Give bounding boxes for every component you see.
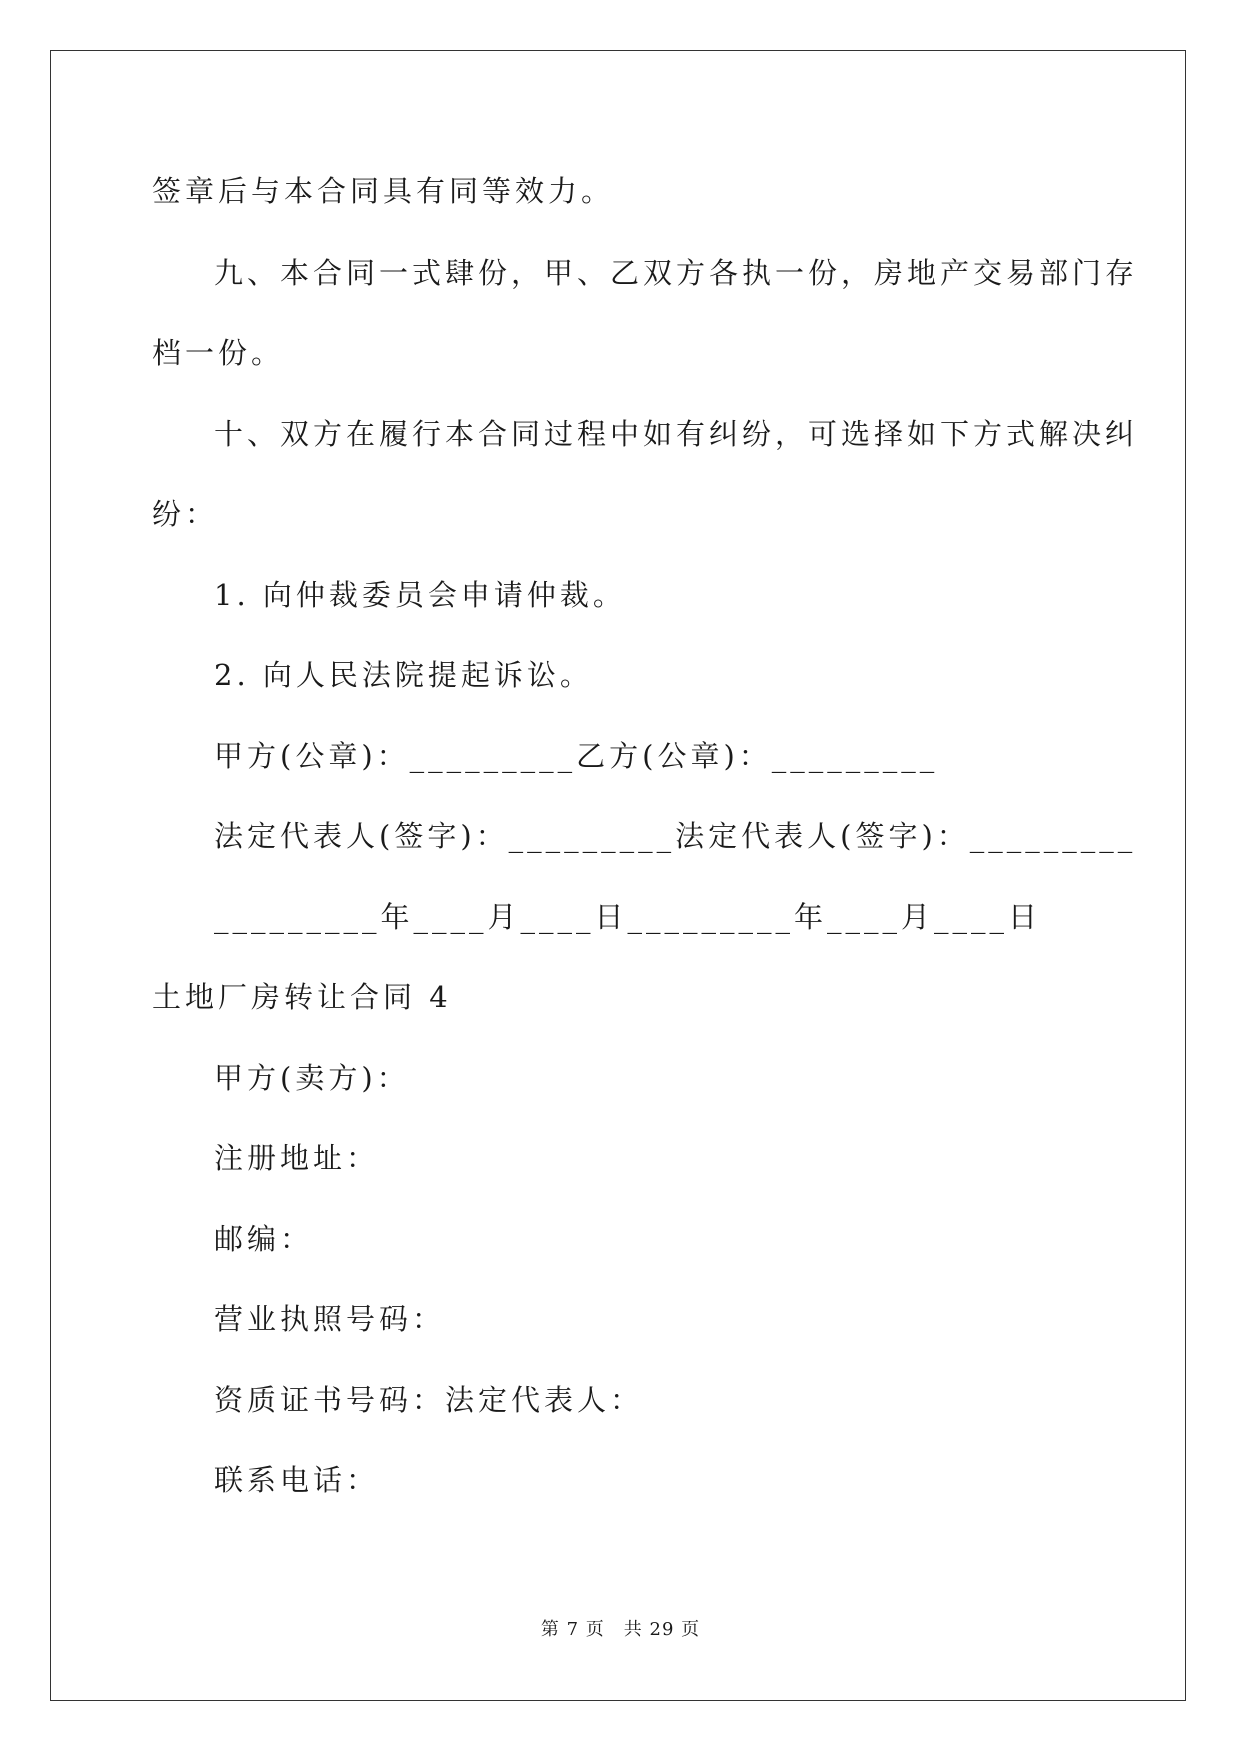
party-a-seller: 甲方(卖方)： — [214, 1061, 410, 1095]
signature-seal-line: 甲方(公章)：_________乙方(公章)：_________ — [214, 739, 939, 773]
clause-nine: 九、本合同一式肆份，甲、乙双方各执一份，房地产交易部门存 — [214, 256, 1139, 290]
registered-address: 注册地址： — [214, 1141, 380, 1175]
clause-ten-continued: 纷： — [152, 497, 219, 531]
contract-line-effect: 签章后与本合同具有同等效力。 — [152, 174, 615, 208]
clause-ten: 十、双方在履行本合同过程中如有纠纷，可选择如下方式解决纠 — [214, 417, 1139, 451]
option-court: 2. 向人民法院提起诉讼。 — [214, 658, 593, 692]
clause-nine-continued: 档一份。 — [152, 336, 285, 370]
business-license-number: 营业执照号码： — [214, 1302, 446, 1336]
section-heading: 土地厂房转让合同 4 — [152, 980, 452, 1014]
postal-code: 邮编： — [214, 1222, 314, 1256]
qualification-cert-representative: 资质证书号码：法定代表人： — [214, 1383, 644, 1417]
signature-representative-line: 法定代表人(签字)：_________法定代表人(签字)：_________ — [214, 819, 1137, 853]
page-number: 第 7 页 共 29 页 — [540, 1619, 701, 1640]
option-arbitration: 1. 向仲裁委员会申请仲裁。 — [214, 578, 626, 612]
page-border — [50, 50, 1186, 1701]
contact-phone: 联系电话： — [214, 1463, 380, 1497]
signature-date-line: _________年____月____日_________年____月____日 — [214, 900, 1042, 934]
